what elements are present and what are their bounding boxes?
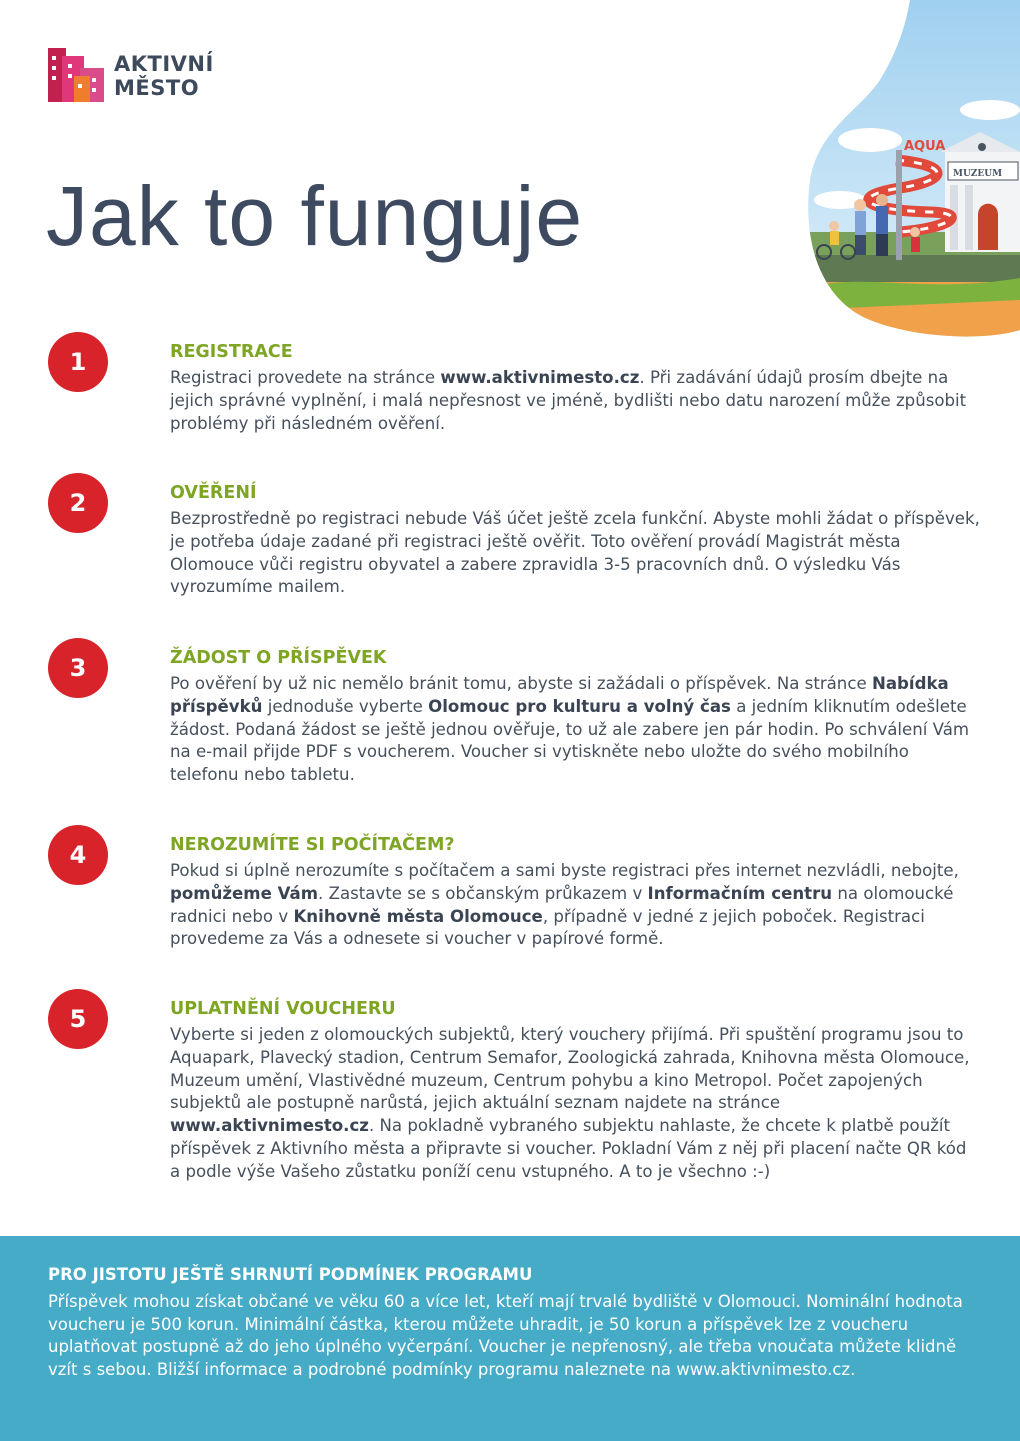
step-title: OVĚŘENÍ (170, 483, 257, 503)
step-title: REGISTRACE (170, 342, 293, 362)
logo-line-1: AKTIVNÍ (114, 52, 214, 76)
step-text: Registraci provedete na stránce www.aktivnimesto.cz. Při zadávání údajů prosím dbejte na jejich správné vyplnění, i malá nepřesnost ve jméně, bydlišti nebo datu narození může způsobit problémy při následném ověření. (170, 368, 967, 433)
step-title: UPLATNĚNÍ VOUCHERU (170, 999, 396, 1019)
step-text: Po ověření by už nic nemělo bránit tomu, abyste si zažádali o příspěvek. Na stránce Nabídka příspěvků jednoduše vyberte Olomouc pro kulturu a volný čas a jedním kliknutím odešlete žádost. Podaná žádost se ještě jednou ověřuje, to už ale zabere jen pár hodin. Po schválení Vám na e-mail přijde PDF s voucherem. Voucher si vytiskněte nebo uložte do svého mobilního telefonu nebo tabletu. (170, 674, 970, 785)
step-number-badge: 2 (48, 473, 108, 533)
summary-text: Příspěvek mohou získat občané ve věku 60 a více let, kteří mají trvalé bydliště v Olomouci. Nominální hodnota voucheru je 500 korun. Minimální částka, kterou můžete uhradit, je 50 korun a příspěvek lze z voucheru uplatňovat postupně až do jeho úplného vyčerpání. Voucher je nepřenosný, ale třeba vnoučata můžete klidně vzít s sebou. Bližší informace a podrobné podmínky programu naleznete na www.aktivnimesto.cz. (48, 1292, 963, 1379)
aquapark-museum-illustration (800, 0, 1020, 340)
page-title: Jak to funguje (46, 169, 584, 263)
step-number-badge: 5 (48, 989, 108, 1049)
summary-panel (0, 1236, 1020, 1441)
step-text: Vyberte si jeden z olomouckých subjektů, který vouchery přijímá. Při spuštění programu jsou to Aquapark, Plavecký stadion, Centrum Semafor, Zoologická zahrada, Knihovna města Olomouce, Muzeum umění, Vlastivědné muzeum, Centrum pohybu a kino Metropol. Počet zapojených subjektů ale postupně narůstá, jejich aktuální seznam najdete na stránce www.aktivnimesto.cz. Na pokladně vybraného subjektu nahlaste, že chcete k platbě použít příspěvek z Aktivního města a připravte si voucher. Pokladní Vám z něj při placení načte QR kód a podle výše Vašeho zůstatku poníží cenu vstupného. A to je všechno :-) (170, 1025, 970, 1181)
step-text: Bezprostředně po registraci nebude Váš účet ještě zcela funkční. Abyste mohli žádat o příspěvek, je potřeba údaje zadané při registraci ještě ověřit. Toto ověření provádí Magistrát města Olomouce vůči registru obyvatel a zabere zpravidla 3-5 pracovních dnů. O výsledku Vás vyrozumíme mailem. (170, 509, 980, 597)
step-title: NEROZUMÍTE SI POČÍTAČEM? (170, 835, 455, 855)
link-aktivnimesto[interactable]: www.aktivnimesto.cz (170, 1116, 369, 1136)
link-aktivnimesto[interactable]: www.aktivnimesto.cz (440, 368, 640, 387)
logo (48, 46, 248, 106)
step-number-badge: 3 (48, 638, 108, 698)
aqua-sign: AQUA (904, 139, 946, 154)
city-buildings-icon (48, 46, 106, 104)
logo-line-2: MĚSTO (114, 76, 200, 100)
museum-sign: MUZEUM (953, 169, 1003, 179)
step-number-badge: 4 (48, 825, 108, 885)
summary-title: PRO JISTOTU JEŠTĚ SHRNUTÍ PODMÍNEK PROGRAMU (48, 1265, 533, 1284)
step-text: Pokud si úplně nerozumíte s počítačem a sami byste registraci přes internet nezvládli, nebojte, pomůžeme Vám. Zastavte se s občanským průkazem v Informačním centru na olomoucké radnici nebo v Knihovně města Olomouce, případně v jedné z jejich poboček. Registraci provedeme za Vás a odnesete si voucher v papírové formě. (170, 861, 959, 949)
step-number-badge: 1 (48, 332, 108, 392)
logo-text (114, 52, 214, 100)
step-title: ŽÁDOST O PŘÍSPĚVEK (170, 648, 387, 668)
